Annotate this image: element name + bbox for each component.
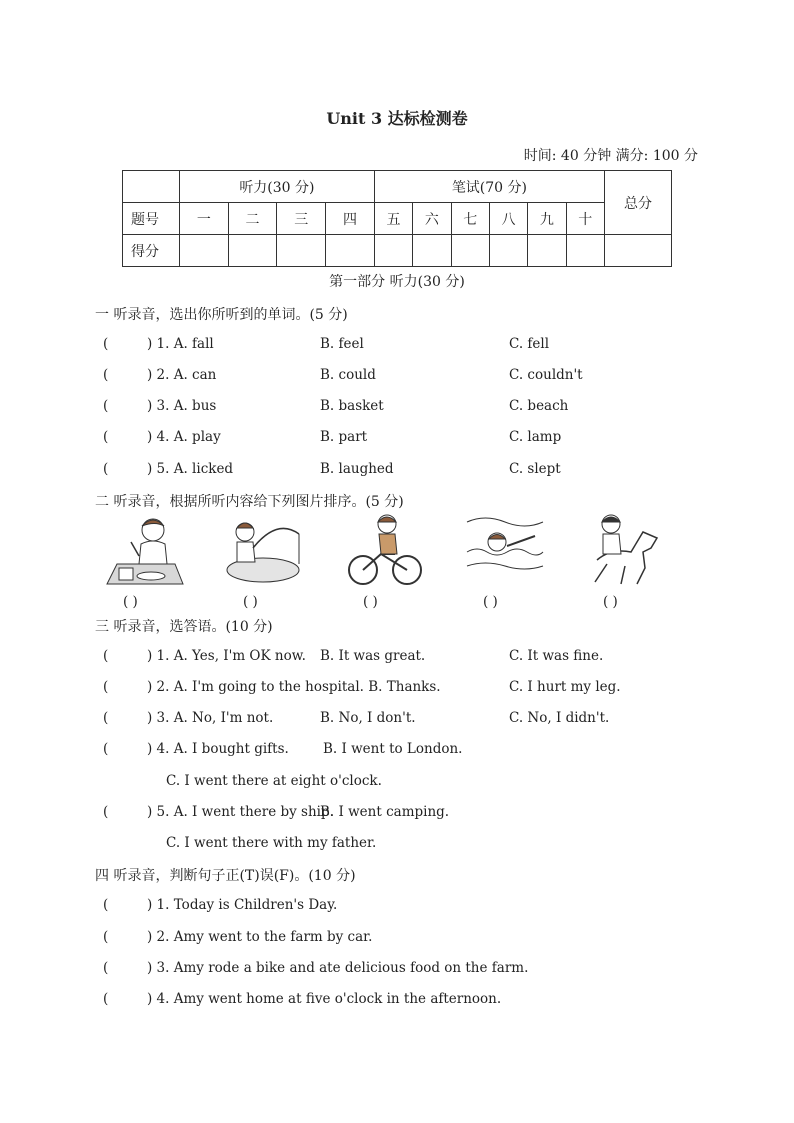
question-number: 一: [180, 203, 229, 235]
question-row: [103, 710, 703, 730]
option-a: ) 2. A. I'm going to the hospital. B. Thanks.: [147, 679, 441, 695]
question-row: [103, 897, 703, 917]
option-b: B. basket: [320, 398, 384, 414]
score-cell[interactable]: [528, 235, 566, 267]
question-row: [103, 991, 703, 1011]
answer-bracket[interactable]: (: [103, 461, 109, 477]
section-2-title: 二 听录音，根据所听内容给下列图片排序。(5 分): [95, 494, 404, 510]
picture-order-bracket[interactable]: ( ): [363, 594, 378, 610]
question-row: [103, 679, 703, 699]
option-a: ) 1. A. fall: [147, 336, 214, 352]
score-cell[interactable]: [566, 235, 604, 267]
writing-header: 笔试(70 分): [374, 171, 604, 203]
statement: ) 2. Amy went to the farm by car.: [147, 929, 373, 945]
option-b: B. I went camping.: [320, 804, 450, 820]
total-score-cell[interactable]: [605, 235, 672, 267]
option-c: C. lamp: [509, 429, 562, 445]
option-b: B. feel: [320, 336, 364, 352]
question-row: [103, 960, 703, 980]
boy-eating-icon: [105, 512, 185, 588]
question-number: 六: [413, 203, 451, 235]
picture-order-bracket[interactable]: ( ): [483, 594, 498, 610]
option-a: ) 3. A. No, I'm not.: [147, 710, 274, 726]
score-cell[interactable]: [489, 235, 527, 267]
question-row: [103, 929, 703, 949]
score-cell[interactable]: [413, 235, 451, 267]
answer-bracket[interactable]: (: [103, 929, 109, 945]
question-row: [103, 741, 703, 761]
option-c: C. It was fine.: [509, 648, 604, 664]
question-number: 九: [528, 203, 566, 235]
answer-bracket[interactable]: (: [103, 679, 109, 695]
question-number: 四: [326, 203, 375, 235]
option-b: B. part: [320, 429, 368, 445]
boy-fishing-icon: [225, 512, 305, 588]
part-heading: 第一部分 听力(30 分): [329, 274, 465, 290]
score-cell[interactable]: [451, 235, 489, 267]
answer-bracket[interactable]: (: [103, 960, 109, 976]
option-b: B. laughed: [320, 461, 394, 477]
question-number: 五: [374, 203, 412, 235]
question-number-label: 题号: [123, 203, 180, 235]
question-row: [103, 336, 703, 356]
option-b: B. could: [320, 367, 376, 383]
picture-order-bracket[interactable]: ( ): [603, 594, 618, 610]
page-title: Unit 3 达标检测卷: [326, 109, 468, 128]
answer-bracket[interactable]: (: [103, 398, 109, 414]
section-4-title: 四 听录音，判断句子正(T)误(F)。(10 分): [95, 868, 356, 884]
option-c: C. beach: [509, 398, 569, 414]
score-label: 得分: [123, 235, 180, 267]
question-number: 三: [277, 203, 326, 235]
option-b: B. It was great.: [320, 648, 426, 664]
answer-bracket[interactable]: (: [103, 367, 109, 383]
option-b: B. No, I don't.: [320, 710, 416, 726]
answer-bracket[interactable]: (: [103, 804, 109, 820]
score-table: [122, 170, 672, 267]
option-b: B. I went to London.: [323, 741, 463, 757]
option-c: C. I went there with my father.: [166, 835, 377, 851]
option-c: C. I hurt my leg.: [509, 679, 621, 695]
score-cell[interactable]: [326, 235, 375, 267]
statement: ) 1. Today is Children's Day.: [147, 897, 338, 913]
option-a: ) 5. A. licked: [147, 461, 234, 477]
blank-cell: [123, 171, 180, 203]
question-row: [103, 461, 703, 481]
statement: ) 3. Amy rode a bike and ate delicious food on the farm.: [147, 960, 529, 976]
option-c: C. I went there at eight o'clock.: [166, 773, 382, 789]
option-a: ) 5. A. I went there by ship.: [147, 804, 334, 820]
question-row: [103, 398, 703, 418]
answer-bracket[interactable]: (: [103, 336, 109, 352]
boy-swimming-icon: [465, 512, 545, 588]
option-a: ) 2. A. can: [147, 367, 217, 383]
question-number: 二: [228, 203, 277, 235]
listening-header: 听力(30 分): [180, 171, 375, 203]
option-a: ) 4. A. I bought gifts.: [147, 741, 289, 757]
picture-order-bracket[interactable]: ( ): [123, 594, 138, 610]
option-a: ) 1. A. Yes, I'm OK now.: [147, 648, 306, 664]
section-1-title: 一 听录音，选出你所听到的单词。(5 分): [95, 307, 348, 323]
question-number: 十: [566, 203, 604, 235]
option-c: C. No, I didn't.: [509, 710, 610, 726]
score-cell[interactable]: [180, 235, 229, 267]
option-a: ) 4. A. play: [147, 429, 221, 445]
section-3-title: 三 听录音，选答语。(10 分): [95, 619, 273, 635]
answer-bracket[interactable]: (: [103, 897, 109, 913]
question-row: [103, 648, 703, 668]
question-number: 七: [451, 203, 489, 235]
answer-bracket[interactable]: (: [103, 741, 109, 757]
time-score-info: 时间: 40 分钟 满分: 100 分: [523, 148, 698, 164]
score-cell[interactable]: [277, 235, 326, 267]
score-cell[interactable]: [228, 235, 277, 267]
option-c: C. couldn't: [509, 367, 583, 383]
question-number: 八: [489, 203, 527, 235]
statement: ) 4. Amy went home at five o'clock in the afternoon.: [147, 991, 502, 1007]
picture-order-bracket[interactable]: ( ): [243, 594, 258, 610]
question-row: [103, 804, 703, 824]
answer-bracket[interactable]: (: [103, 710, 109, 726]
question-row: [103, 429, 703, 449]
score-cell[interactable]: [374, 235, 412, 267]
option-a: ) 3. A. bus: [147, 398, 217, 414]
question-row: [103, 367, 703, 387]
total-header: 总分: [605, 171, 672, 235]
answer-bracket[interactable]: (: [103, 429, 109, 445]
option-c: C. slept: [509, 461, 561, 477]
option-c: C. fell: [509, 336, 550, 352]
boy-riding-horse-icon: [585, 512, 665, 588]
answer-bracket[interactable]: (: [103, 648, 109, 664]
boy-cycling-icon: [345, 512, 425, 588]
answer-bracket[interactable]: (: [103, 991, 109, 1007]
